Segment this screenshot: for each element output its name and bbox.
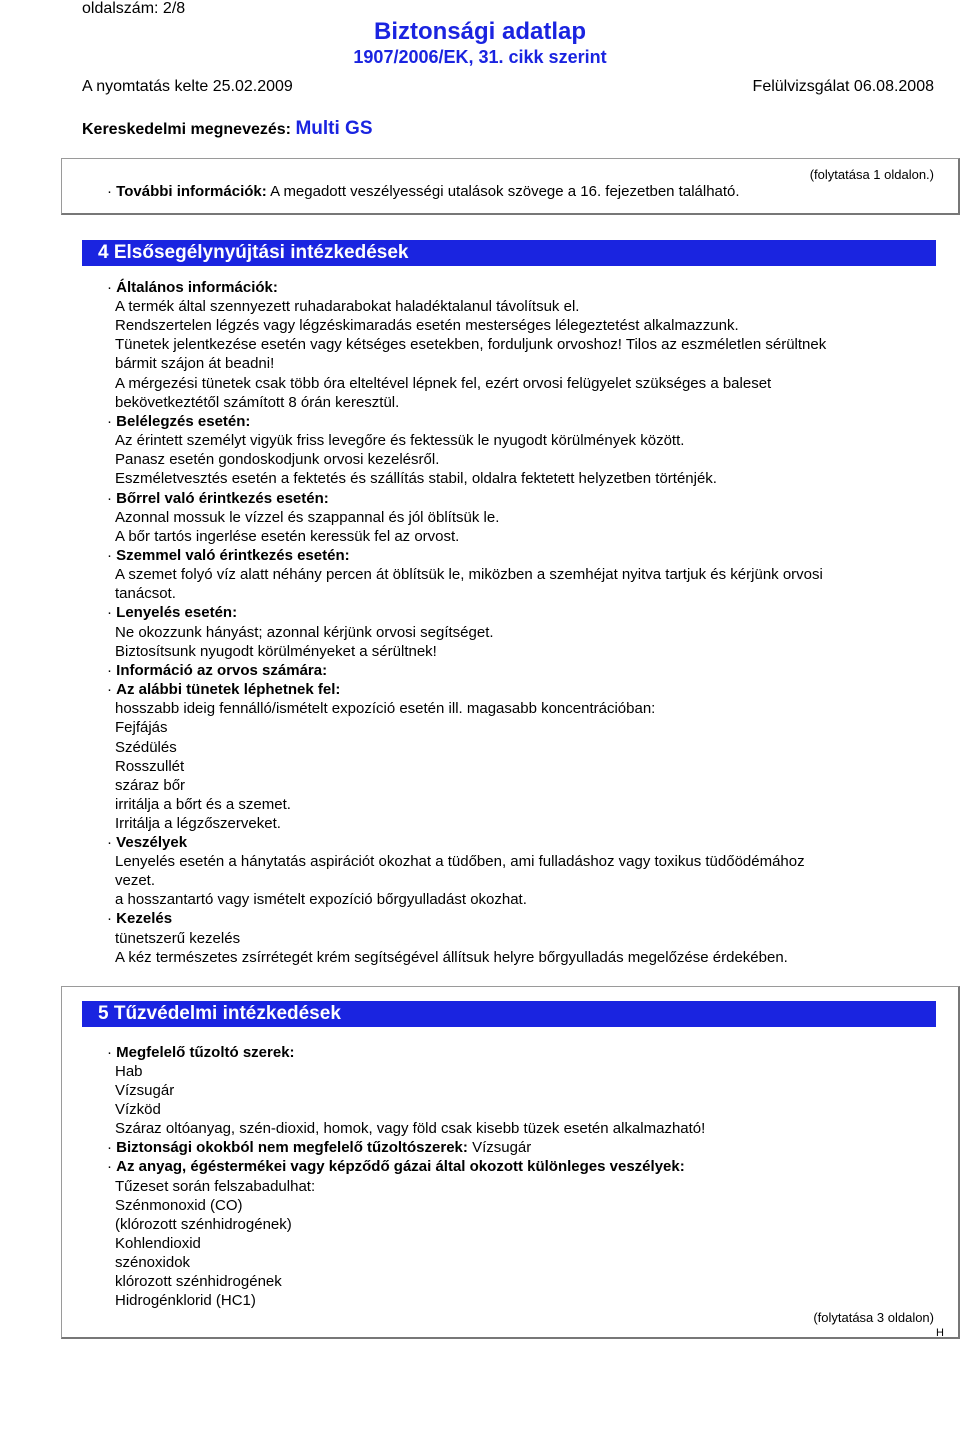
- section4-title: 4 Elsősegélynyújtási intézkedések: [98, 242, 409, 263]
- further-info-label: További információk:: [116, 183, 267, 200]
- product-name-row: [82, 118, 373, 140]
- general-info-heading: · Általános információk:: [107, 279, 278, 296]
- doctor-info-label: Információ az orvos számára:: [116, 662, 328, 679]
- section5-header: [82, 1001, 936, 1027]
- symptoms-line: Szédülés: [115, 739, 177, 756]
- page-number: oldalszám: 2/8: [82, 0, 186, 17]
- special-hazards-line: Kohlendioxid: [115, 1235, 201, 1252]
- further-info-row: · További információk: A megadott veszélyességi utalások szövege a 16. fejezetben található.: [107, 183, 740, 200]
- hazards-line: Lenyelés esetén a hánytatás aspirációt okozhat a tüdőben, ami fulladáshoz vagy toxikus tüdőödémához: [115, 853, 805, 870]
- section4-header: [82, 240, 936, 266]
- hazards-line: vezet.: [115, 872, 156, 889]
- inhalation-line: Eszméletvesztés esetén a fektetés és szállítás stabil, oldalra fektetett helyzetben történjék.: [115, 470, 717, 487]
- general-line: bekövetkeztétől számított 8 órán keresztül.: [115, 394, 400, 411]
- product-label: Kereskedelmi megnevezés:: [82, 121, 291, 138]
- general-line: Tünetek jelentkezése esetén vagy kétséges esetekben, forduljunk orvoshoz! Tilos az eszméletlen sérültnek: [115, 336, 827, 353]
- treatment-heading: · Kezelés: [107, 910, 173, 927]
- extinguish-heading: · Megfelelő tűzoltó szerek:: [107, 1044, 295, 1061]
- unsuitable-label: Biztonsági okokból nem megfelelő tűzoltószerek:: [116, 1139, 468, 1156]
- continued-from-note: (folytatása 1 oldalon.): [809, 167, 934, 182]
- eye-line: A szemet folyó víz alatt néhány percen át öblítsük le, miközben a szemhéjat nyitva tartjuk és kérjünk orvosi: [115, 566, 823, 583]
- special-hazards-heading: · Az anyag, égéstermékei vagy képződő gázai által okozott különleges veszélyek:: [107, 1158, 685, 1175]
- unsuitable-value: Vízsugár: [472, 1139, 532, 1156]
- document-title: Biztonsági adatlap: [373, 18, 587, 45]
- symptoms-line: Rosszullét: [115, 758, 185, 775]
- inhalation-line: Panasz esetén gondoskodjunk orvosi kezelésről.: [115, 451, 440, 468]
- extinguish-label: Megfelelő tűzoltó szerek:: [116, 1044, 295, 1061]
- general-info-label: Általános információk:: [116, 279, 278, 296]
- special-hazards-line: Tűzeset során felszabadulhat:: [115, 1178, 316, 1195]
- extinguish-line: Vízsugár: [115, 1082, 175, 1099]
- skin-line: A bőr tartós ingerlése esetén keressük fel az orvost.: [115, 528, 460, 545]
- print-date: A nyomtatás kelte 25.02.2009: [82, 78, 293, 95]
- eye-heading: · Szemmel való érintkezés esetén:: [107, 547, 350, 564]
- skin-line: Azonnal mossuk le vízzel és szappannal és jól öblítsük le.: [115, 509, 500, 526]
- ingestion-heading: · Lenyelés esetén:: [107, 604, 238, 621]
- symptoms-line: száraz bőr: [115, 777, 186, 794]
- extinguish-line: Vízköd: [115, 1101, 161, 1118]
- ingestion-line: Biztosítsunk nyugodt körülményeket a sérültnek!: [115, 643, 437, 660]
- special-hazards-line: szénoxidok: [115, 1254, 191, 1271]
- general-line: A mérgezési tünetek csak több óra elteltével lépnek fel, ezért orvosi felügyelet szükséges a baleset: [115, 375, 772, 392]
- eye-label: Szemmel való érintkezés esetén:: [116, 547, 350, 564]
- ingestion-label: Lenyelés esetén:: [116, 604, 238, 621]
- special-hazards-label: Az anyag, égéstermékei vagy képződő gázai által okozott különleges veszélyek:: [116, 1158, 685, 1175]
- ingestion-line: Ne okozzunk hányást; azonnal kérjünk orvosi segítséget.: [115, 624, 494, 641]
- special-hazards-line: (klórozott szénhidrogének): [115, 1216, 292, 1233]
- general-line: A termék által szennyezett ruhadarabokat haladéktalanul távolítsuk el.: [115, 298, 580, 315]
- treatment-line: A kéz természetes zsírrétegét krém segítségével állítsuk helyre bőrgyulladás megelőzése érdekében.: [115, 949, 788, 966]
- symptoms-line: Irritálja a légzőszerveket.: [115, 815, 281, 832]
- special-hazards-line: klórozott szénhidrogének: [115, 1273, 282, 1290]
- symptoms-label: Az alábbi tünetek léphetnek fel:: [116, 681, 341, 698]
- unsuitable-heading: · Biztonsági okokból nem megfelelő tűzoltószerek: Vízsugár: [107, 1139, 532, 1156]
- hazards-label: Veszélyek: [116, 834, 188, 851]
- symptoms-line: hosszabb ideig fennálló/ismételt expozíció esetén ill. magasabb koncentrációban:: [115, 700, 656, 717]
- extinguish-line: Hab: [115, 1063, 143, 1080]
- inhalation-heading: · Belélegzés esetén:: [107, 413, 251, 430]
- continued-to-note: (folytatása 3 oldalon): [813, 1310, 934, 1325]
- skin-label: Bőrrel való érintkezés esetén:: [116, 490, 329, 507]
- skin-heading: · Bőrrel való érintkezés esetén:: [107, 490, 329, 507]
- inhalation-label: Belélegzés esetén:: [116, 413, 251, 430]
- special-hazards-line: Szénmonoxid (CO): [115, 1197, 243, 1214]
- special-hazards-line: Hidrogénklorid (HC1): [115, 1292, 256, 1309]
- document-subtitle: 1907/2006/EK, 31. cikk szerint: [353, 47, 607, 67]
- product-name: Multi GS: [295, 118, 373, 139]
- general-line: bármit szájon át beadni!: [115, 355, 275, 372]
- symptoms-line: Fejfájás: [115, 719, 168, 736]
- extinguish-line: Száraz oltóanyag, szén-dioxid, homok, vagy föld csak kisebb tüzek esetén alkalmazható!: [115, 1120, 706, 1137]
- hazards-line: a hosszantartó vagy ismételt expozíció bőrgyulladást okozhat.: [115, 891, 527, 908]
- symptoms-line: irritálja a bőrt és a szemet.: [115, 796, 291, 813]
- footer-mark: H: [936, 1327, 944, 1339]
- further-info-text: A megadott veszélyességi utalások szövege a 16. fejezetben található.: [270, 183, 740, 200]
- treatment-label: Kezelés: [116, 910, 173, 927]
- symptoms-heading: · Az alábbi tünetek léphetnek fel:: [107, 681, 341, 698]
- general-line: Rendszertelen légzés vagy légzéskimaradás esetén mesterséges lélegeztetést alkalmazzunk.: [115, 317, 739, 334]
- eye-line: tanácsot.: [115, 585, 176, 602]
- doctor-info-heading: · Információ az orvos számára:: [107, 662, 328, 679]
- hazards-heading: · Veszélyek: [107, 834, 188, 851]
- treatment-line: tünetszerű kezelés: [115, 930, 241, 947]
- revision-date: Felülvizsgálat 06.08.2008: [752, 78, 934, 95]
- section5-title: 5 Tűzvédelmi intézkedések: [98, 1003, 341, 1024]
- inhalation-line: Az érintett személyt vigyük friss levegőre és fektessük le nyugodt körülmények között.: [115, 432, 685, 449]
